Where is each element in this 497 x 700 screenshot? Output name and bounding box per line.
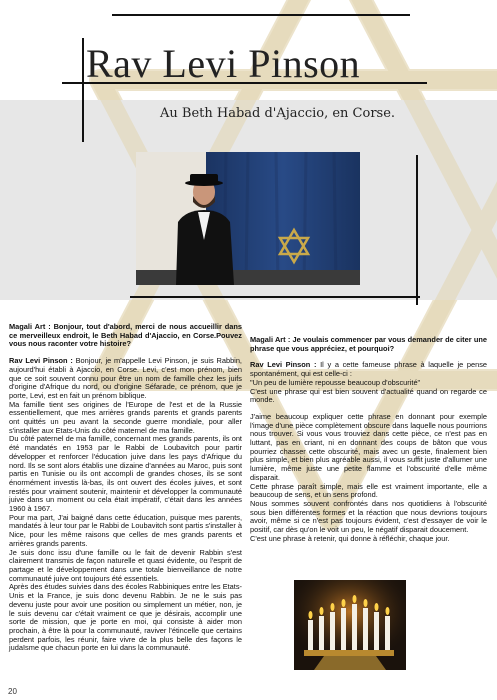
paragraph: Cette phrase paraît simple, mais elle est vraiment importante, elle a beaucoup de sens, et un sens profond.	[250, 481, 487, 500]
title-top-rule	[112, 14, 410, 16]
paragraph: J'aime beaucoup expliquer cette phrase en donnant pour exemple l'image d'une pièce complètement obscure dans laquelle nous pourrions nous trouver. Si vous vous trouviez dans cette pièce, ce n'est pas en luttant, pas en criant, ni en donnant des coups de bâton que vous pourriez chasser cette obscurité, mais avec un geste, finalement bien plus simple, et bien plus agréable aussi, il vous suffit juste d'allumer une lumière, même juste une petite flamme et l'obscurité d'elle même disparait.	[250, 411, 487, 482]
answer-text: Bonjour, je m'appelle Levi Pinson, je suis Rabbin, aujourd'hui établi à Ajaccio, en Corse. Levi, c'est mon prénom, bien que ce soit souvent connu pour être un nom de famille chez les juifs d'origine d'Afrique du nord, ou d'origine Séfarade, ce prénom, que je porte, Levi, est en fait un prénom biblique.	[9, 356, 242, 400]
paragraph: Après des études suivies dans des écoles Rabbiniques entre les Etats-Unis et la France, je suis donc devenu Rabbin. Je ne le suis pas devenu juste pour avoir une position ou simplement un métier, non, je le suis devenu car c'était vraiment ce que je désirais, accomplir une sorte de mission, que je porte en moi, qui consiste à aider mon prochain, à être là pour la communauté, raviver l'étincelle que certains perdent parfois, les réunir, faire vivre de la plus belle des façons le judaïsme que chacun porte en lui dans la communauté.	[9, 582, 242, 653]
answer-paragraph	[9, 357, 242, 401]
photo-frame-rule-vertical	[416, 155, 418, 305]
page-subtitle: Au Beth Habad d'Ajaccio, en Corse.	[160, 106, 396, 121]
quote: "Un peu de lumière repousse beaucoup d'obscurité"	[250, 377, 421, 387]
interview-question: Magali Art : Je voulais commencer par vous demander de citer une phrase que vous appréciez, et pourquoi?	[250, 335, 487, 353]
rabbi-portrait-photo	[136, 152, 360, 285]
right-column	[250, 336, 487, 543]
interview-question: Magali Art : Bonjour, tout d'abord, merci de nous accueillir dans ce merveilleux endroit, le Beth Habad d'Ajaccio, en Corse.Pouvez vous nous raconter votre histoire?	[9, 322, 242, 349]
photo-frame-rule-horizontal	[130, 296, 420, 298]
answer-text: Il y a cette fameuse phrase à laquelle je pense spontanément, qui est celle-ci :	[250, 360, 487, 379]
title-vertical-rule	[82, 38, 84, 142]
paragraph: C'est une phrase qui est bien souvent d'actualité quand on regarde ce monde.	[250, 386, 487, 405]
speaker-label: Rav Levi Pinson :	[9, 356, 73, 366]
menorah-candles-photo-icon	[294, 580, 406, 670]
paragraph: Nous sommes souvent confrontés dans nos quotidiens à l'obscurité sous bien différentes formes et la réaction que nous devrions toujours avoir, même si ce n'est pas toujours évident, c'est d'essayer de voir le positif, car dès qu'on le voit un peu, le négatif disparait doucement.	[250, 498, 487, 535]
paragraph: Pour ma part, J'ai baigné dans cette éducation, puisque mes parents, mandatés à leur tour par le Rabbi de Loubavitch sont partis s'installer à Nice, pour les même raisons que celles de mes grands parents et arrières grands parents.	[9, 512, 242, 548]
speaker-label: Rav Levi Pinson :	[250, 360, 317, 370]
man-portrait-photo-icon	[136, 152, 360, 285]
page-number: 20	[8, 687, 17, 696]
page-title: Rav Levi Pinson	[86, 41, 361, 86]
paragraph: Ma famille tient ses origines de l'Europe de l'est et de la Russie essentiellement, que mes arrières grands parents et grands parents ont quittés un peu avant la seconde guerre mondiale, pour aller s'installer aux Etats-Unis du côté maternel de ma famille.	[9, 399, 242, 435]
paragraph: C'est une phrase à retenir, qui donne à réfléchir, chaque jour.	[250, 533, 450, 543]
paragraph: Je suis donc issu d'une famille ou le fait de devenir Rabbin s'est clairement transmis de façon naturelle et quasi évidente, ou l'esprit de partage et le développement dans une totale bienveillance de notre communauté juive ont toujours été essentiels.	[9, 547, 242, 583]
menorah-candles-photo	[294, 580, 406, 670]
answer-paragraph	[250, 361, 487, 378]
left-column	[9, 323, 242, 653]
paragraph: Du côté paternel de ma famille, concernant mes grands parents, ils ont été mandatés en 1953 par le Rabbi de Loubavitch pour partir développer et renforcer l'éducation juive dans les pays d'Afrique du nord. Ils se sont alors établis une dizaine d'années au Maroc, puis sont partis en Tunisie ou ils ont accompli de grandes choses, ils se sont énormément investis là-bas, ils ont ouvert des écoles juives, et sont restés pour vraiment soutenir, maintenir et développer la communauté juive dans un moment ou cela était impératif, c'était dans les années 1960 à 1967.	[9, 434, 242, 514]
